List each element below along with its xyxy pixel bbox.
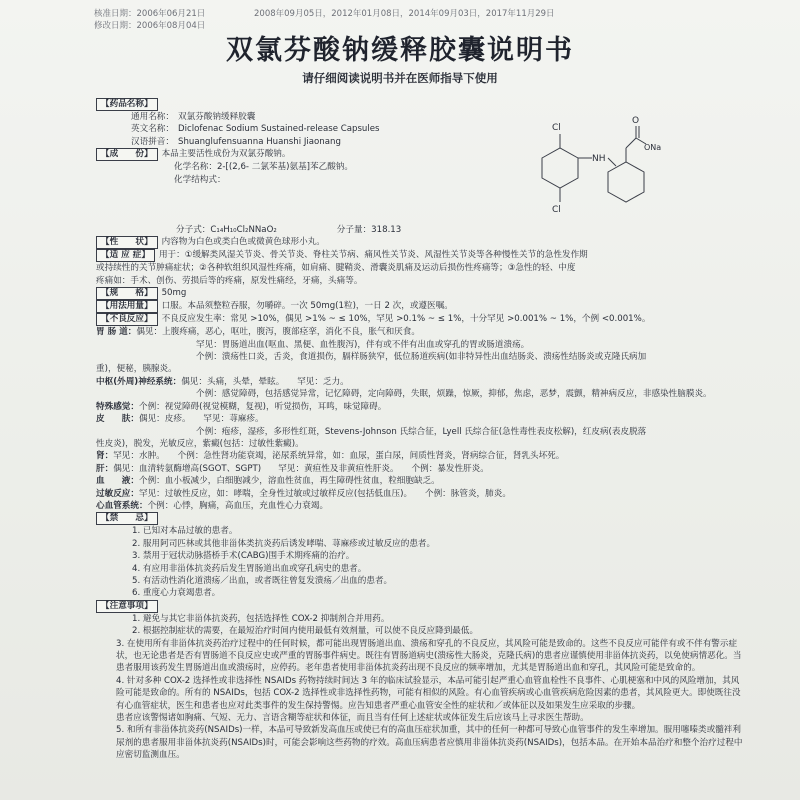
adverse-row-text: 个例：疱疹，湿疹，多形性红斑，Stevens-Johnson 氏综合征，Lyell 氏综合征(急性毒性表皮松解)，红皮病(表皮脱落 (196, 426, 647, 437)
molecular-formula: 分子式：C₁₄H₁₀Cl₂NNaO₂ (176, 225, 277, 236)
adverse-row (96, 339, 746, 351)
adverse-row-text: 偶见：皮疹。 罕见：荨麻疹。 (138, 414, 264, 425)
adverse-row (96, 463, 746, 475)
adverse-row-text: 个例：视觉障碍(视觉模糊，复视)，听觉损伤，耳鸣，味觉障碍。 (138, 401, 387, 412)
generic-name-value: 双氯芬酸钠缓释胶囊 (178, 112, 256, 122)
pinyin-key: 汉语拼音： (131, 136, 174, 147)
adverse-row (96, 363, 746, 375)
indications-line-3: 疼痛如：手术、创伤、劳损后等的疼痛，原发性痛经，牙痛，头痛等。 (96, 275, 363, 286)
contraindications-heading: 【禁 忌】 (96, 512, 158, 525)
precaution-item: 3. 在使用所有非甾体抗炎药治疗过程中的任何时候，都可能出现胃肠道出血、溃疡和穿孔的不良反应，其风险可能是致命的。这些不良反应可能伴有或不伴有警示症状，也无论患者是否有胃肠道不良反应史或严重的胃肠事件病史。既往有胃肠道病史(溃疡性大肠炎，克隆氏病)的患者应谨慎使用非甾体抗炎药，以免使病情恶化。当患者服用该药发生胃肠道出血或溃疡时，应停药。老年患者使用非甾体抗炎药出现不良反应的频率增加，尤其是胃肠道出血和穿孔，其风险可能是致命的。 (116, 638, 742, 674)
revision-label: 修改日期： (94, 21, 137, 31)
adverse-row-text: 罕见：胃肠道出血(呕血、黑便、血性腹泻)，伴有或不伴有出血或穿孔的胃或肠道溃疡。 (196, 339, 530, 350)
contraindication-item: 2. 服用阿司匹林或其他非甾体类抗炎药后诱发哮喘、荨麻疹或过敏反应的患者。 (132, 538, 436, 549)
contraindication-item: 3. 禁用于冠状动脉搭桥手术(CABG)围手术期疼痛的治疗。 (132, 551, 355, 562)
drug-name-heading: 【药品名称】 (96, 98, 158, 111)
adverse-row (96, 413, 746, 425)
character-heading: 【性 状】 (96, 236, 158, 249)
structure-cl-top: Cl (552, 123, 561, 133)
contraindication-item: 4. 有应用非甾体抗炎药后发生胃肠道出血或穿孔病史的患者。 (132, 563, 367, 574)
molecular-weight: 分子量：318.13 (336, 225, 402, 236)
contraindication-item: 5. 有活动性消化道溃疡／出血，或者既往曾复发溃疡／出血的患者。 (132, 575, 393, 586)
adverse-row-text: 个例：血小板减少，白细胞减少，溶血性贫血，再生障碍性贫血，粒细胞缺乏。 (138, 476, 440, 487)
adverse-row-text: 偶见：头痛，头晕，晕眩。 罕见：乏力。 (181, 376, 349, 387)
composition-text: 本品主要活性成份为双氯芬酸钠。 (161, 149, 291, 160)
adverse-system-label: 过敏反应： (96, 488, 139, 499)
adverse-intro: 不良反应发生率：常见 >10%，偶见 >1% ~ ≤ 10%，罕见 >0.1% ~ ≤ 1%，十分罕见 >0.001% ~ 1%，个例 <0.001%。 (161, 314, 651, 325)
adverse-system-label: 肾： (96, 451, 114, 462)
adverse-system-label: 胃 肠 道： (96, 327, 137, 338)
spec-heading: 【规 格】 (96, 287, 158, 300)
chemical-name: 化学名称：2-[(2,6- 二氯苯基)氨基]苯乙酸钠。 (174, 162, 353, 173)
precaution-item: 4. 针对多种 COX-2 选择性或非选择性 NSAIDs 药物持续时间达 3 年的临床试验显示，本品可能引起严重心血管血栓性不良事件、心肌梗塞和中风的风险增加，其风险可能是致命的。所有的 NSAIDs，包括 COX-2 选择性或非选择性药物，可能有相似的风险。有心血管疾病或心血管疾病危险因素的患者，其风险更大。即使既往没有心血管症状，医生和患者也应对此类事件的发生保持警惕。应告知患者严重心血管安全性的症状和／或体征以及如果发生应采取的步骤。 (116, 675, 741, 711)
adverse-row (96, 401, 746, 413)
usage-section (96, 300, 746, 313)
adverse-row (96, 326, 746, 338)
english-name-key: 英文名称： (131, 124, 174, 135)
english-name-value: Diclofenac Sodium Sustained-release Capsules (178, 124, 380, 135)
indications-line-2: 或持续性的关节肿痛症状；②各种软组织风湿性疼痛，如肩痛、腱鞘炎、滑囊炎肌痛及运动后损伤性疼痛等；③急性的轻、中度 (96, 263, 576, 274)
approval-label: 核准日期： (94, 9, 137, 19)
adverse-system-label: 中枢(外周)神经系统： (96, 376, 182, 387)
generic-name-row (96, 111, 746, 123)
approval-date: 2006年06月21日 (136, 9, 206, 19)
structure-ona: ONa (644, 143, 662, 152)
adverse-row-text: 偶见：上腹疼痛，恶心，呕吐，腹泻，腹部痉挛，消化不良，胀气和厌食。 (136, 327, 420, 338)
formula-row (96, 224, 746, 236)
spec-section (96, 287, 746, 300)
adverse-section (96, 313, 746, 512)
adverse-system-label: 心血管系统： (96, 500, 148, 511)
structure-o: O (632, 116, 640, 126)
precaution-item: 患者应该警惕诸如胸痛、气短、无力、言语含糊等症状和体征，而且当有任何上述症状或体征发生后应该马上寻求医生帮助。 (116, 713, 589, 724)
approval-date-row (94, 8, 205, 20)
indications-section (96, 249, 746, 287)
adverse-row (96, 500, 746, 512)
indications-heading: 【适 应 症】 (96, 249, 155, 262)
precautions-heading: 【注意事项】 (96, 600, 158, 613)
spec-text: 50mg (161, 288, 187, 299)
precaution-item: 5. 和所有非甾体抗炎药(NSAIDs)一样，本品可导致新发高血压或使已有的高血压症状加重，其中的任何一种都可导致心血管事件的发生率增加。服用噻嗪类或髓袢利尿剂的患者服用非甾体抗炎药(NSAIDs)时，可能会影响这些药物的疗效。高血压病患者应慎用非甾体抗炎药(NSAIDs)，包括本品。在开始本品治疗和整个治疗过程中应密切监测血压。 (116, 725, 743, 761)
leaflet-content (96, 92, 746, 762)
adverse-system-label: 特殊感觉： (96, 401, 139, 412)
adverse-row-text: 个例：心悸，胸痛，高血压，充血性心力衰竭。 (147, 500, 329, 511)
structure-cl-bottom: Cl (552, 205, 561, 215)
adverse-row (96, 450, 746, 462)
english-name-row (96, 123, 746, 135)
usage-text: 口服。本品须整粒吞服，勿嚼碎。一次 50mg(1粒)，一日 2 次，或遵医嘱。 (161, 301, 453, 312)
adverse-system-label: 肝： (96, 463, 114, 474)
adverse-heading: 【不良反应】 (96, 313, 158, 326)
pinyin-value: Shuanglufensuanna Huanshi Jiaonang (178, 136, 341, 147)
additional-revision-dates: 2008年09月05日，2012年01月08日，2014年09月03日，2017年11月29日 (254, 9, 555, 19)
adverse-row (96, 351, 746, 363)
composition-section (96, 148, 746, 236)
structure-nh: NH (592, 154, 606, 164)
structure-label: 化学结构式： (174, 174, 226, 185)
contraindication-item: 1. 已知对本品过敏的患者。 (132, 526, 238, 537)
precautions-section (96, 600, 746, 762)
adverse-row-text: 重)，便秘，胰腺炎。 (96, 364, 177, 375)
character-section (96, 236, 746, 249)
adverse-row (96, 376, 746, 388)
adverse-row (96, 438, 746, 450)
generic-name-key: 通用名称： (131, 112, 174, 122)
revision-date: 2006年08月04日 (136, 21, 206, 31)
adverse-row-text: 个例：感觉障碍，包括感觉异常，记忆障碍，定向障碍，失眠，烦躁，惊厥，抑郁，焦虑，恶梦，震颤，精神病反应，非感染性脑膜炎。 (196, 389, 712, 400)
adverse-row-text: 偶见：血清转氨酶增高(SGOT、SGPT) 罕见：黄疸性及非黄疸性肝炎。 个例：暴发性肝炎。 (113, 463, 489, 474)
adverse-system-label: 皮 肤： (96, 414, 139, 425)
document-subtitle: 请仔细阅读说明书并在医师指导下使用 (302, 71, 498, 85)
adverse-row (96, 388, 746, 400)
pinyin-row (96, 136, 746, 148)
document-title: 双氯芬酸钠缓释胶囊说明书 (226, 35, 574, 66)
indications-line-1: 用于：①缓解类风湿关节炎、骨关节炎、脊柱关节病、痛风性关节炎、风湿性关节炎等各种慢性关节的急性发作期 (158, 250, 588, 261)
adverse-row-text: 个例：溃疡性口炎，舌炎，食道损伤，膈样肠狭窄，低位肠道疾病(如非特异性出血结肠炎、溃疡性结肠炎或克隆氏病加 (196, 352, 647, 363)
usage-heading: 【用法用量】 (96, 300, 158, 313)
drug-name-section (96, 98, 746, 148)
adverse-row (96, 426, 746, 438)
adverse-row-text: 罕见：水肿。 个例：急性肾功能衰竭，泌尿系统异常，如：血尿，蛋白尿，间质性肾炎，肾病综合征，肾乳头坏死。 (113, 451, 565, 462)
adverse-row (96, 475, 746, 487)
adverse-system-label: 血 液： (96, 476, 139, 487)
precaution-item: 2. 根据控制症状的需要，在最短治疗时间内使用最低有效剂量，可以使不良反应降到最低。 (132, 626, 479, 637)
adverse-row (96, 488, 746, 500)
precaution-item: 1. 避免与其它非甾体抗炎药，包括选择性 COX-2 抑制剂合并用药。 (132, 613, 390, 624)
adverse-row-text: 性皮炎)，脱发，光敏反应，紫癜(包括：过敏性紫癜)。 (96, 438, 304, 449)
contraindications-section (96, 512, 746, 599)
composition-heading: 【成 份】 (96, 148, 158, 161)
contraindication-item: 6. 重度心力衰竭患者。 (132, 588, 221, 599)
adverse-row-text: 罕见：过敏性反应，如：哮喘，全身性过敏或过敏样反应(包括低血压)。 个例：脉管炎，肺炎。 (138, 488, 511, 499)
character-text: 内容物为白色或类白色或微黄色球形小丸。 (161, 237, 325, 248)
